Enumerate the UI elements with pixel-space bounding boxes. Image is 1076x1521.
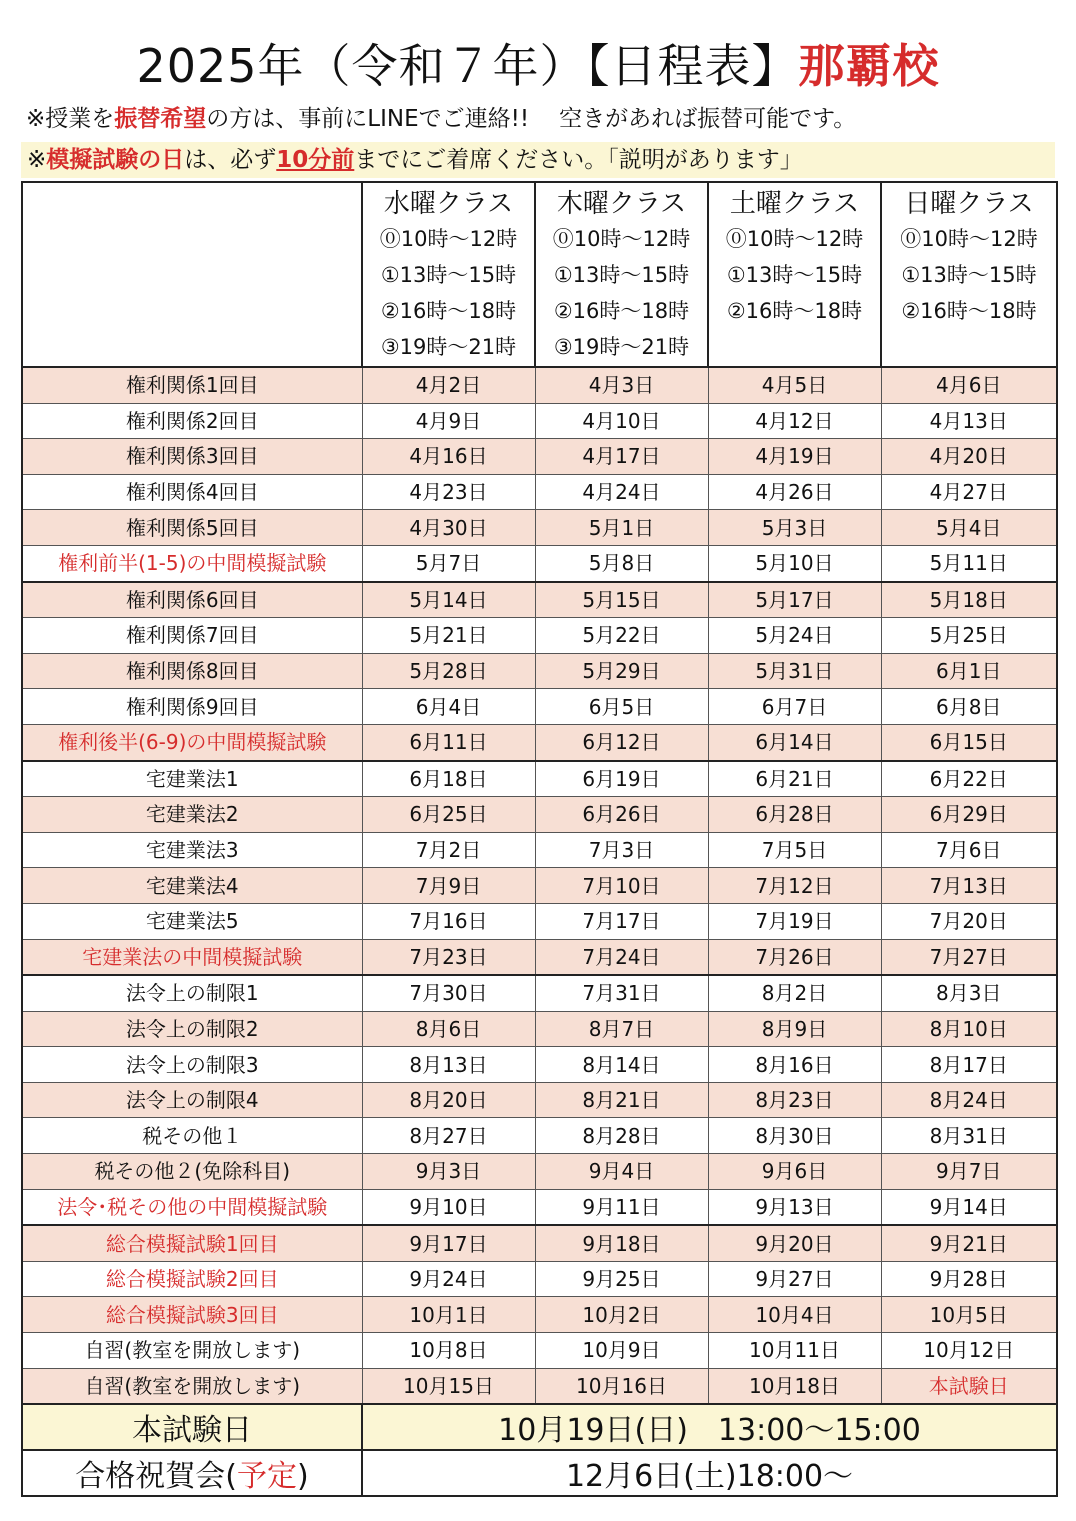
date-cell: 8月21日 — [535, 1082, 708, 1118]
date-cell: 7月13日 — [881, 868, 1057, 904]
schedule-row — [22, 1082, 1057, 1118]
celebration-label-text: ) — [297, 1459, 309, 1495]
date-cell: 6月15日 — [881, 724, 1057, 760]
schedule-row — [22, 797, 1057, 833]
date-cell: 5月28日 — [362, 653, 535, 689]
time-slot: ③19時～21時 — [553, 335, 690, 359]
date-cell: 5月8日 — [535, 545, 708, 581]
class-name: 水曜クラス — [383, 189, 514, 219]
lesson-label: 宅建業法1 — [22, 761, 362, 797]
note-text: までにご着席ください。「説明があります」 — [354, 147, 803, 173]
date-cell: 9月21日 — [881, 1225, 1057, 1261]
time-slot: ⓪10時～12時 — [900, 227, 1038, 251]
date-cell: 6月29日 — [881, 797, 1057, 833]
date-cell: 10月12日 — [881, 1333, 1057, 1369]
date-cell: 5月24日 — [708, 618, 881, 654]
date-cell: 8月27日 — [362, 1118, 535, 1154]
date-cell: 10月5日 — [881, 1297, 1057, 1333]
time-slot: ②16時～18時 — [380, 299, 517, 323]
date-cell: 6月28日 — [708, 797, 881, 833]
schedule-row — [22, 975, 1057, 1011]
date-cell: 8月31日 — [881, 1118, 1057, 1154]
date-cell: 4月12日 — [708, 403, 881, 439]
note-text: ※授業を — [26, 106, 115, 132]
date-cell: 6月25日 — [362, 797, 535, 833]
class-header-saturday — [708, 182, 881, 367]
celebration-row — [22, 1450, 1057, 1496]
date-cell: 7月9日 — [362, 868, 535, 904]
date-cell: 6月21日 — [708, 761, 881, 797]
lesson-label: 権利後半(6-9)の中間模擬試験 — [22, 724, 362, 760]
date-cell: 7月23日 — [362, 939, 535, 975]
schedule-row — [22, 1118, 1057, 1154]
date-cell: 7月16日 — [362, 903, 535, 939]
date-cell: 7月17日 — [535, 903, 708, 939]
lesson-label: 宅建業法の中間模擬試験 — [22, 939, 362, 975]
class-header-sunday — [881, 182, 1057, 367]
exam-day-value: 10月19日(日) 13:00～15:00 — [362, 1404, 1057, 1450]
class-header-wednesday — [362, 182, 535, 367]
time-slot: ②16時～18時 — [726, 299, 863, 323]
schedule-row — [22, 832, 1057, 868]
schedule-row — [22, 510, 1057, 546]
date-cell: 6月19日 — [535, 761, 708, 797]
date-cell: 4月9日 — [362, 403, 535, 439]
time-slot: ②16時～18時 — [901, 299, 1037, 323]
schedule-row — [22, 474, 1057, 510]
lesson-label: 法令･税その他の中間模擬試験 — [22, 1189, 362, 1225]
date-cell: 5月3日 — [708, 510, 881, 546]
lesson-label: 宅建業法2 — [22, 797, 362, 833]
lesson-label: 総合模擬試験2回目 — [22, 1261, 362, 1297]
schedule-row — [22, 367, 1057, 403]
date-cell: 7月30日 — [362, 975, 535, 1011]
lesson-label: 税その他１ — [22, 1118, 362, 1154]
date-cell: 10月9日 — [535, 1333, 708, 1369]
date-cell: 9月28日 — [881, 1261, 1057, 1297]
date-cell: 6月14日 — [708, 724, 881, 760]
date-cell: 4月20日 — [881, 439, 1057, 475]
date-cell: 9月14日 — [881, 1189, 1057, 1225]
date-cell: 4月10日 — [535, 403, 708, 439]
date-cell: 4月30日 — [362, 510, 535, 546]
lesson-label: 法令上の制限1 — [22, 975, 362, 1011]
date-cell: 7月27日 — [881, 939, 1057, 975]
date-cell: 10月4日 — [708, 1297, 881, 1333]
date-cell: 9月18日 — [535, 1225, 708, 1261]
date-cell: 4月5日 — [708, 367, 881, 403]
schedule-row — [22, 1011, 1057, 1047]
header-empty-cell — [22, 182, 362, 367]
date-cell: 5月4日 — [881, 510, 1057, 546]
class-header-thursday — [535, 182, 708, 367]
date-cell: 5月31日 — [708, 653, 881, 689]
celebration-label — [22, 1450, 362, 1496]
class-name: 日曜クラス — [904, 189, 1034, 219]
date-cell: 9月25日 — [535, 1261, 708, 1297]
celebration-label-text: 合格祝賀会( — [75, 1459, 237, 1495]
date-cell: 8月13日 — [362, 1047, 535, 1083]
date-cell: 7月5日 — [708, 832, 881, 868]
date-cell: 8月24日 — [881, 1082, 1057, 1118]
date-cell: 10月16日 — [535, 1368, 708, 1404]
schedule-row — [22, 618, 1057, 654]
transfer-note — [26, 102, 856, 136]
date-cell: 4月13日 — [881, 403, 1057, 439]
date-cell: 7月20日 — [881, 903, 1057, 939]
date-cell: 本試験日 — [881, 1368, 1057, 1404]
time-slot: ①13時～15時 — [553, 263, 690, 287]
time-slot: ③19時～21時 — [380, 335, 517, 359]
note-text: は、必ず — [184, 147, 277, 173]
date-cell: 4月16日 — [362, 439, 535, 475]
date-cell: 8月17日 — [881, 1047, 1057, 1083]
lesson-label: 総合模擬試験3回目 — [22, 1297, 362, 1333]
schedule-row — [22, 1047, 1057, 1083]
date-cell: 6月7日 — [708, 689, 881, 725]
date-cell: 8月23日 — [708, 1082, 881, 1118]
date-cell: 8月16日 — [708, 1047, 881, 1083]
date-cell: 8月30日 — [708, 1118, 881, 1154]
lesson-label: 自習(教室を開放します) — [22, 1333, 362, 1369]
date-cell: 9月10日 — [362, 1189, 535, 1225]
lesson-label: 権利前半(1-5)の中間模擬試験 — [22, 545, 362, 581]
schedule-row — [22, 689, 1057, 725]
date-cell: 4月24日 — [535, 474, 708, 510]
date-cell: 5月25日 — [881, 618, 1057, 654]
date-cell: 7月2日 — [362, 832, 535, 868]
date-cell: 5月22日 — [535, 618, 708, 654]
schedule-row — [22, 1297, 1057, 1333]
date-cell: 9月7日 — [881, 1154, 1057, 1190]
schedule-row — [22, 761, 1057, 797]
date-cell: 7月19日 — [708, 903, 881, 939]
schedule-row — [22, 1368, 1057, 1404]
time-slot: ①13時～15時 — [726, 263, 863, 287]
date-cell: 7月6日 — [881, 832, 1057, 868]
date-cell: 6月18日 — [362, 761, 535, 797]
lesson-label: 総合模擬試験1回目 — [22, 1225, 362, 1261]
class-header-row — [22, 182, 1057, 367]
lesson-label: 税その他２(免除科目) — [22, 1154, 362, 1190]
page-title — [0, 36, 1076, 96]
date-cell: 6月1日 — [881, 653, 1057, 689]
note-text: ※ — [27, 147, 47, 173]
date-cell: 9月20日 — [708, 1225, 881, 1261]
lesson-label: 法令上の制限2 — [22, 1011, 362, 1047]
date-cell: 7月26日 — [708, 939, 881, 975]
lesson-label: 権利関係9回目 — [22, 689, 362, 725]
time-slot: ①13時～15時 — [380, 263, 517, 287]
date-cell: 7月24日 — [535, 939, 708, 975]
date-cell: 5月10日 — [708, 545, 881, 581]
date-cell: 9月3日 — [362, 1154, 535, 1190]
schedule-row — [22, 545, 1057, 581]
time-slot: ⓪10時～12時 — [725, 227, 864, 251]
date-cell: 8月28日 — [535, 1118, 708, 1154]
time-slot: ⓪10時～12時 — [379, 227, 518, 251]
schedule-table — [21, 181, 1058, 1497]
schedule-row — [22, 1333, 1057, 1369]
date-cell: 8月10日 — [881, 1011, 1057, 1047]
class-name: 土曜クラス — [729, 189, 860, 219]
date-cell: 5月14日 — [362, 582, 535, 618]
schedule-row — [22, 1189, 1057, 1225]
lesson-label: 権利関係7回目 — [22, 618, 362, 654]
date-cell: 6月5日 — [535, 689, 708, 725]
lesson-label: 権利関係2回目 — [22, 403, 362, 439]
lesson-label: 法令上の制限3 — [22, 1047, 362, 1083]
schedule-row — [22, 1225, 1057, 1261]
date-cell: 5月17日 — [708, 582, 881, 618]
date-cell: 4月2日 — [362, 367, 535, 403]
date-cell: 5月7日 — [362, 545, 535, 581]
date-cell: 9月27日 — [708, 1261, 881, 1297]
date-cell: 10月2日 — [535, 1297, 708, 1333]
date-cell: 4月26日 — [708, 474, 881, 510]
lesson-label: 宅建業法5 — [22, 903, 362, 939]
date-cell: 8月2日 — [708, 975, 881, 1011]
lesson-label: 権利関係6回目 — [22, 582, 362, 618]
schedule-row — [22, 1154, 1057, 1190]
date-cell: 10月8日 — [362, 1333, 535, 1369]
date-cell: 6月4日 — [362, 689, 535, 725]
exam-day-label: 本試験日 — [22, 1404, 362, 1450]
class-name: 木曜クラス — [556, 189, 687, 219]
date-cell: 6月22日 — [881, 761, 1057, 797]
date-cell: 4月6日 — [881, 367, 1057, 403]
date-cell: 6月26日 — [535, 797, 708, 833]
date-cell: 8月9日 — [708, 1011, 881, 1047]
time-slot: ①13時～15時 — [901, 263, 1037, 287]
lesson-label: 法令上の制限4 — [22, 1082, 362, 1118]
celebration-label-tentative: 予定 — [237, 1459, 297, 1495]
date-cell: 9月17日 — [362, 1225, 535, 1261]
date-cell: 6月11日 — [362, 724, 535, 760]
lesson-label: 権利関係4回目 — [22, 474, 362, 510]
date-cell: 4月17日 — [535, 439, 708, 475]
school-name: 那覇校 — [798, 39, 940, 93]
schedule-row — [22, 903, 1057, 939]
lesson-label: 権利関係1回目 — [22, 367, 362, 403]
exam-day-row — [22, 1404, 1057, 1450]
lesson-label: 自習(教室を開放します) — [22, 1368, 362, 1404]
schedule-row — [22, 868, 1057, 904]
note-text: の方は、事前にLINEでご連絡!! — [206, 106, 530, 132]
schedule-row — [22, 403, 1057, 439]
date-cell: 6月12日 — [535, 724, 708, 760]
date-cell: 4月23日 — [362, 474, 535, 510]
date-cell: 9月13日 — [708, 1189, 881, 1225]
date-cell: 7月3日 — [535, 832, 708, 868]
note-highlight: 10分前 — [276, 147, 355, 173]
title-main: 2025年（令和７年）【日程表】 — [136, 39, 799, 93]
date-cell: 7月10日 — [535, 868, 708, 904]
date-cell: 8月6日 — [362, 1011, 535, 1047]
schedule-row — [22, 582, 1057, 618]
date-cell: 8月14日 — [535, 1047, 708, 1083]
date-cell: 7月31日 — [535, 975, 708, 1011]
date-cell: 8月20日 — [362, 1082, 535, 1118]
time-slot: ⓪10時～12時 — [552, 227, 691, 251]
lesson-label: 宅建業法4 — [22, 868, 362, 904]
schedule-row — [22, 724, 1057, 760]
date-cell: 7月12日 — [708, 868, 881, 904]
schedule-row — [22, 939, 1057, 975]
lesson-label: 権利関係3回目 — [22, 439, 362, 475]
note-text: 空きがあれば振替可能です。 — [559, 106, 857, 132]
date-cell: 5月21日 — [362, 618, 535, 654]
date-cell: 5月29日 — [535, 653, 708, 689]
note-highlight: 模擬試験の日 — [46, 147, 185, 173]
schedule-row — [22, 439, 1057, 475]
date-cell: 5月15日 — [535, 582, 708, 618]
note-highlight: 振替希望 — [114, 106, 207, 132]
time-slot: ②16時～18時 — [553, 299, 690, 323]
date-cell: 9月4日 — [535, 1154, 708, 1190]
date-cell: 9月11日 — [535, 1189, 708, 1225]
date-cell: 10月1日 — [362, 1297, 535, 1333]
exam-note — [21, 142, 1055, 178]
schedule-row — [22, 1261, 1057, 1297]
date-cell: 4月3日 — [535, 367, 708, 403]
date-cell: 5月11日 — [881, 545, 1057, 581]
date-cell: 9月24日 — [362, 1261, 535, 1297]
date-cell: 4月19日 — [708, 439, 881, 475]
date-cell: 5月18日 — [881, 582, 1057, 618]
date-cell: 9月6日 — [708, 1154, 881, 1190]
date-cell: 10月11日 — [708, 1333, 881, 1369]
date-cell: 6月8日 — [881, 689, 1057, 725]
date-cell: 10月18日 — [708, 1368, 881, 1404]
schedule-row — [22, 653, 1057, 689]
date-cell: 10月15日 — [362, 1368, 535, 1404]
date-cell: 4月27日 — [881, 474, 1057, 510]
date-cell: 5月1日 — [535, 510, 708, 546]
lesson-label: 権利関係5回目 — [22, 510, 362, 546]
date-cell: 8月3日 — [881, 975, 1057, 1011]
lesson-label: 権利関係8回目 — [22, 653, 362, 689]
lesson-label: 宅建業法3 — [22, 832, 362, 868]
date-cell: 8月7日 — [535, 1011, 708, 1047]
celebration-value: 12月6日(土)18:00～ — [362, 1450, 1057, 1496]
